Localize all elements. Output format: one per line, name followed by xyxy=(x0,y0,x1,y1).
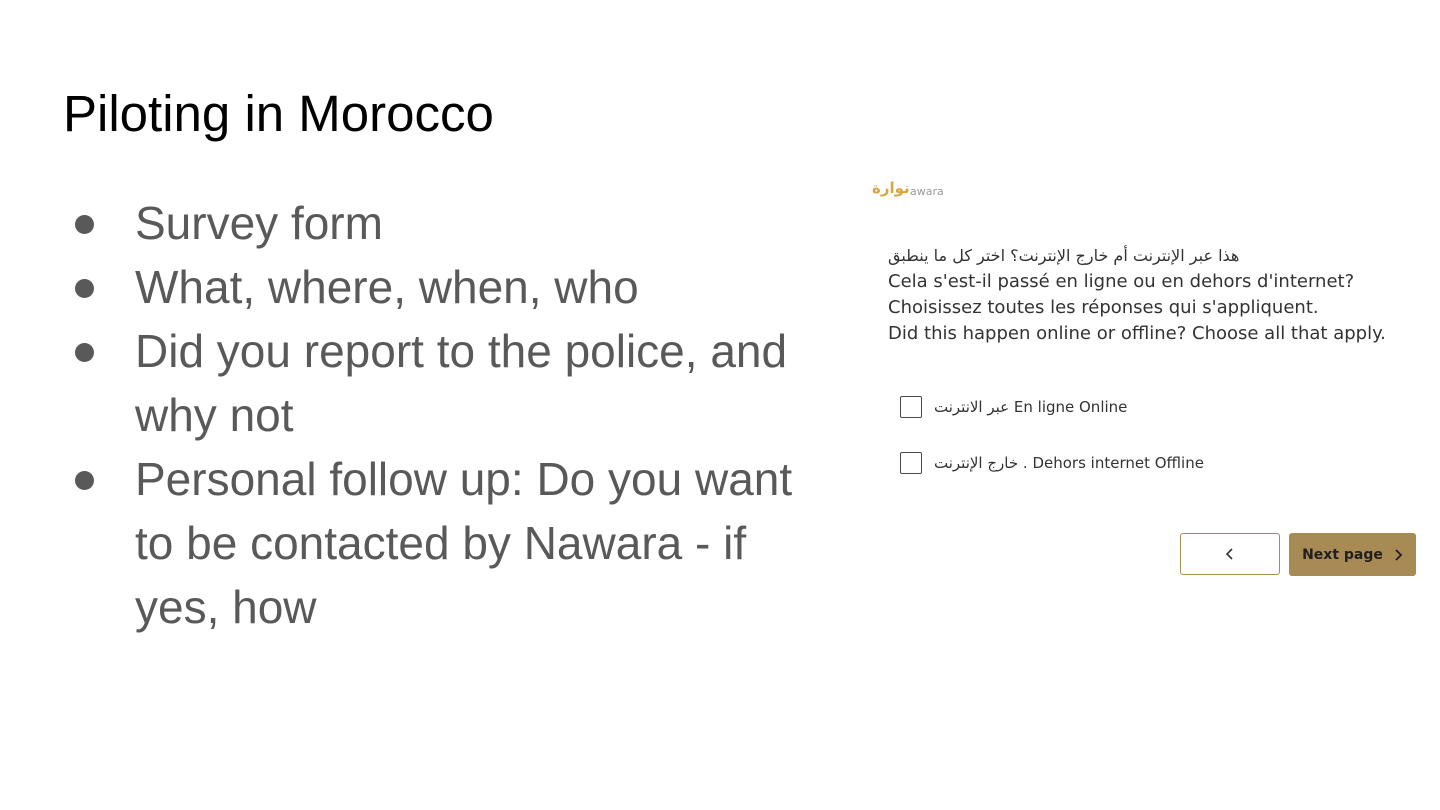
offline-checkbox[interactable] xyxy=(900,452,922,474)
bullet-dot-icon xyxy=(75,279,94,298)
bullet-text: What, where, when, who xyxy=(135,261,639,313)
chevron-right-icon xyxy=(1393,549,1403,561)
bullet-list xyxy=(72,191,812,639)
bullet-item xyxy=(72,255,812,319)
option-offline-label: خارج الإنترنت . Dehors internet Offline xyxy=(934,454,1204,472)
question-english: Did this happen online or offline? Choose all that apply. xyxy=(888,323,1386,344)
bullet-dot-icon xyxy=(75,215,94,234)
question-french: Cela s'est-il passé en ligne ou en dehors d'internet? Choisissez toutes les réponses qui s'appliquent. xyxy=(888,271,1355,318)
next-page-button[interactable] xyxy=(1289,533,1416,576)
bullet-dot-icon xyxy=(75,343,94,362)
question-arabic: هذا عبر الإنترنت أم خارج الإنترنت؟ اختر كل ما ينطبق xyxy=(888,246,1240,265)
logo-arabic-text: نوارة xyxy=(872,179,910,197)
nawara-logo xyxy=(872,178,942,202)
option-offline[interactable] xyxy=(900,450,1204,476)
survey-question xyxy=(888,243,1388,347)
previous-page-button[interactable] xyxy=(1180,533,1280,575)
bullet-text: Did you report to the police, and why not xyxy=(135,325,788,441)
option-online[interactable] xyxy=(900,394,1127,420)
survey-screenshot xyxy=(864,170,1424,590)
bullet-text: Personal follow up: Do you want to be contacted by Nawara - if yes, how xyxy=(135,453,793,633)
bullet-item xyxy=(72,447,812,639)
bullet-item xyxy=(72,319,812,447)
logo-latin-text: awara xyxy=(910,185,944,198)
chevron-left-icon xyxy=(1225,548,1235,560)
bullet-dot-icon xyxy=(75,471,94,490)
option-online-label: عبر الانترنت En ligne Online xyxy=(934,398,1128,416)
next-page-label: Next page xyxy=(1302,546,1383,563)
slide-title: Piloting in Morocco xyxy=(63,85,494,142)
bullet-text: Survey form xyxy=(135,197,383,249)
online-checkbox[interactable] xyxy=(900,396,922,418)
bullet-item xyxy=(72,191,812,255)
